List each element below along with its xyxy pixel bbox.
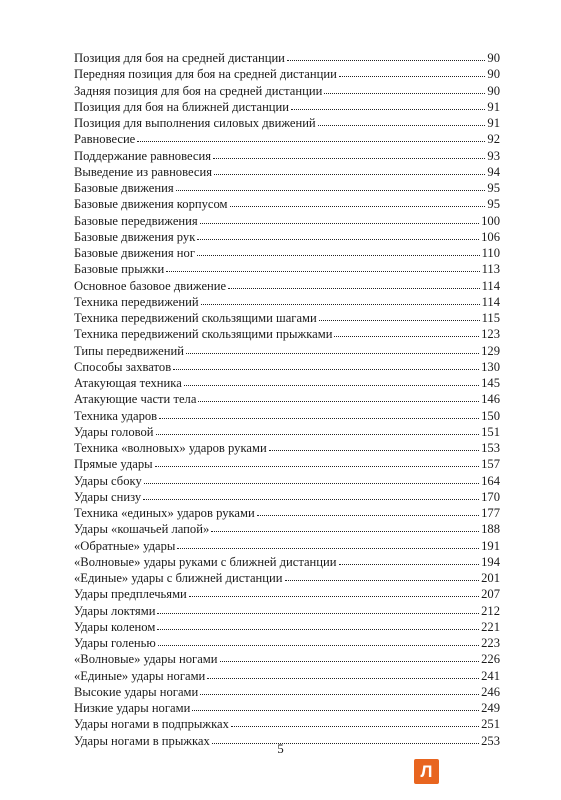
dot-leader xyxy=(213,154,485,159)
dot-leader xyxy=(287,56,485,61)
toc-entry-title: Техника передвижений скользящими шагами xyxy=(74,311,317,325)
toc-entry-title: «Волновые» удары руками с ближней дистанции xyxy=(74,554,337,569)
toc-entry-title: Удары снизу xyxy=(74,489,142,504)
toc-entry-page: 157 xyxy=(481,457,500,472)
dot-leader xyxy=(228,284,479,289)
dot-leader xyxy=(144,479,479,484)
toc-entry-page: 95 xyxy=(487,197,500,212)
toc-entry[interactable] xyxy=(74,424,500,440)
toc-entry-title: «Единые» удары с ближней дистанции xyxy=(74,571,283,585)
toc-entry-title: Атакующие части тела xyxy=(74,392,197,407)
dot-leader xyxy=(257,511,479,516)
dot-leader xyxy=(220,657,480,662)
toc-entry-page: 241 xyxy=(481,668,500,683)
dot-leader xyxy=(157,625,479,630)
toc-entry-page: 201 xyxy=(481,571,500,585)
toc-entry-page: 223 xyxy=(481,636,500,650)
toc-entry[interactable] xyxy=(74,521,500,537)
toc-entry-title: «Волновые» удары ногами xyxy=(74,652,218,667)
dot-leader xyxy=(166,267,479,272)
dot-leader xyxy=(192,706,479,711)
toc-entry[interactable] xyxy=(74,489,500,505)
dot-leader xyxy=(197,235,479,240)
toc-entry-page: 207 xyxy=(481,587,500,602)
toc-entry[interactable] xyxy=(74,359,500,375)
toc-entry[interactable] xyxy=(74,570,500,586)
toc-entry[interactable] xyxy=(74,50,500,66)
toc-entry[interactable] xyxy=(74,473,500,489)
publisher-logo-letter: Л xyxy=(420,761,433,781)
toc-entry-title: Удары голенью xyxy=(74,636,156,650)
toc-entry[interactable] xyxy=(74,603,500,619)
toc-entry-title: Техника передвижений xyxy=(74,294,199,309)
toc-entry[interactable] xyxy=(74,66,500,82)
toc-entry-title: Передняя позиция для боя на средней дистанции xyxy=(74,67,337,82)
toc-entry-page: 251 xyxy=(481,717,500,732)
dot-leader xyxy=(231,722,479,727)
toc-entry[interactable] xyxy=(74,635,500,651)
toc-entry-page: 249 xyxy=(481,701,500,715)
toc-entry-page: 246 xyxy=(481,684,500,699)
toc-entry-page: 188 xyxy=(481,522,500,537)
toc-entry-page: 90 xyxy=(487,83,500,98)
toc-entry-page: 164 xyxy=(481,473,500,488)
toc-entry-page: 91 xyxy=(487,99,500,114)
toc-entry-title: Техника ударов xyxy=(74,408,158,423)
dot-leader xyxy=(201,300,480,305)
toc-entry-title: Основное базовое движение xyxy=(74,278,227,293)
toc-entry-title: Выведение из равновесия xyxy=(74,164,213,179)
toc-entry[interactable] xyxy=(74,261,500,277)
dot-leader xyxy=(158,641,479,646)
toc-entry-page: 123 xyxy=(481,327,500,342)
dot-leader xyxy=(200,219,479,224)
toc-entry[interactable] xyxy=(74,538,500,554)
dot-leader xyxy=(339,72,486,77)
toc-entry-page: 95 xyxy=(487,181,500,195)
toc-entry-page: 90 xyxy=(487,51,500,65)
dot-leader xyxy=(285,576,480,581)
toc-entry-title: Техника передвижений скользящими прыжками xyxy=(74,327,333,342)
toc-entry[interactable] xyxy=(74,213,500,229)
toc-entry-page: 253 xyxy=(481,733,500,748)
toc-entry-page: 110 xyxy=(481,246,500,260)
toc-entry-page: 151 xyxy=(481,424,500,439)
toc-entry-title: Базовые движения xyxy=(74,181,174,195)
publisher-logo-icon xyxy=(414,759,439,784)
toc-entry[interactable] xyxy=(74,99,500,115)
toc-entry[interactable] xyxy=(74,651,500,667)
toc-entry[interactable] xyxy=(74,716,500,732)
toc-entry[interactable] xyxy=(74,505,500,521)
toc-entry-title: Удары головой xyxy=(74,424,154,439)
table-of-contents xyxy=(74,50,500,749)
toc-entry-page: 93 xyxy=(487,148,500,163)
toc-entry-page: 221 xyxy=(481,619,500,634)
toc-entry[interactable] xyxy=(74,229,500,245)
toc-entry-title: Удары предплечьями xyxy=(74,587,187,602)
toc-entry-page: 129 xyxy=(481,343,500,358)
toc-entry-title: Позиция для выполнения силовых движений xyxy=(74,116,316,130)
dot-leader xyxy=(339,560,480,565)
dot-leader xyxy=(230,202,486,207)
toc-entry-title: Высокие удары ногами xyxy=(74,684,199,699)
dot-leader xyxy=(159,414,479,419)
dot-leader xyxy=(155,462,479,467)
toc-entry-title: Прямые удары xyxy=(74,457,153,472)
toc-entry-title: Низкие удары ногами xyxy=(74,701,191,715)
toc-entry-title: Удары ногами в прыжках xyxy=(74,733,210,748)
toc-entry[interactable] xyxy=(74,115,500,131)
toc-entry-title: Базовые передвижения xyxy=(74,213,198,228)
toc-entry-page: 191 xyxy=(481,538,500,553)
toc-entry-page: 114 xyxy=(481,294,500,309)
dot-leader xyxy=(157,609,479,614)
toc-entry-page: 91 xyxy=(487,116,500,130)
toc-entry-title: Задняя позиция для боя на средней дистанции xyxy=(74,83,323,98)
toc-entry-title: Поддержание равновесия xyxy=(74,148,212,163)
dot-leader xyxy=(291,105,485,110)
dot-leader xyxy=(184,381,479,386)
toc-entry-page: 100 xyxy=(481,213,500,228)
toc-entry-page: 106 xyxy=(481,229,500,244)
toc-entry-title: Удары коленом xyxy=(74,619,156,634)
toc-entry-title: Позиция для боя на ближней дистанции xyxy=(74,99,290,114)
toc-entry-title: Способы захватов xyxy=(74,359,172,374)
dot-leader xyxy=(319,316,480,321)
dot-leader xyxy=(207,674,479,679)
toc-entry-title: «Обратные» удары xyxy=(74,538,176,553)
toc-entry-title: Удары локтями xyxy=(74,603,156,618)
toc-entry[interactable] xyxy=(74,196,500,212)
toc-entry-title: Удары сбоку xyxy=(74,473,142,488)
dot-leader xyxy=(197,251,480,256)
toc-entry-page: 114 xyxy=(481,278,500,293)
toc-entry-page: 150 xyxy=(481,408,500,423)
dot-leader xyxy=(176,186,486,191)
toc-entry[interactable] xyxy=(74,83,500,99)
toc-entry-page: 130 xyxy=(481,359,500,374)
toc-entry[interactable] xyxy=(74,180,500,196)
toc-entry[interactable] xyxy=(74,554,500,570)
page-number: 5 xyxy=(277,741,284,756)
dot-leader xyxy=(177,544,479,549)
toc-entry-title: Равновесие xyxy=(74,132,136,147)
dot-leader xyxy=(334,332,479,337)
toc-entry-title: Техника «единых» ударов руками xyxy=(74,506,255,520)
toc-entry-title: Типы передвижений xyxy=(74,343,184,358)
dot-leader xyxy=(198,397,479,402)
toc-entry[interactable] xyxy=(74,294,500,310)
toc-entry[interactable] xyxy=(74,375,500,391)
toc-entry-title: «Единые» удары ногами xyxy=(74,668,206,683)
toc-entry-page: 94 xyxy=(487,164,500,179)
toc-entry[interactable] xyxy=(74,619,500,635)
toc-entry-page: 92 xyxy=(487,132,500,147)
toc-entry[interactable] xyxy=(74,456,500,472)
toc-entry[interactable] xyxy=(74,131,500,147)
dot-leader xyxy=(200,690,479,695)
toc-entry-page: 177 xyxy=(481,506,500,520)
toc-entry-page: 226 xyxy=(481,652,500,667)
toc-entry[interactable] xyxy=(74,326,500,342)
toc-entry-page: 113 xyxy=(481,262,500,277)
toc-entry-title: Базовые прыжки xyxy=(74,262,165,277)
toc-entry-title: Удары «кошачьей лапой» xyxy=(74,522,210,537)
dot-leader xyxy=(156,430,480,435)
toc-entry-title: Базовые движения ног xyxy=(74,246,196,260)
toc-entry-page: 153 xyxy=(481,441,500,455)
dot-leader xyxy=(269,446,479,451)
toc-entry[interactable] xyxy=(74,684,500,700)
toc-entry-page: 194 xyxy=(481,554,500,569)
toc-entry[interactable] xyxy=(74,700,500,716)
toc-entry-title: Базовые движения рук xyxy=(74,229,196,244)
toc-entry-page: 212 xyxy=(481,603,500,618)
toc-entry[interactable] xyxy=(74,440,500,456)
dot-leader xyxy=(189,592,479,597)
toc-entry-title: Удары ногами в подпрыжках xyxy=(74,717,229,732)
toc-entry-page: 146 xyxy=(481,392,500,407)
toc-entry[interactable] xyxy=(74,310,500,326)
toc-entry-title: Базовые движения корпусом xyxy=(74,197,228,212)
toc-entry-title: Техника «волновых» ударов руками xyxy=(74,441,267,455)
toc-entry-page: 170 xyxy=(481,489,500,504)
toc-entry-title: Атакующая техника xyxy=(74,376,182,390)
dot-leader xyxy=(173,365,479,370)
toc-entry-page: 145 xyxy=(481,376,500,390)
dot-leader xyxy=(137,137,485,142)
toc-entry[interactable] xyxy=(74,278,500,294)
toc-entry[interactable] xyxy=(74,668,500,684)
toc-entry-page: 90 xyxy=(487,67,500,82)
toc-entry-page: 115 xyxy=(481,311,500,325)
dot-leader xyxy=(214,170,485,175)
toc-entry[interactable] xyxy=(74,391,500,407)
dot-leader xyxy=(211,527,479,532)
toc-entry-title: Позиция для боя на средней дистанции xyxy=(74,51,285,65)
dot-leader xyxy=(324,89,485,94)
toc-entry[interactable] xyxy=(74,343,500,359)
toc-entry[interactable] xyxy=(74,245,500,261)
dot-leader xyxy=(186,349,479,354)
dot-leader xyxy=(143,495,479,500)
toc-entry[interactable] xyxy=(74,408,500,424)
toc-entry[interactable] xyxy=(74,586,500,602)
dot-leader xyxy=(318,121,486,126)
toc-entry[interactable] xyxy=(74,148,500,164)
toc-entry[interactable] xyxy=(74,164,500,180)
